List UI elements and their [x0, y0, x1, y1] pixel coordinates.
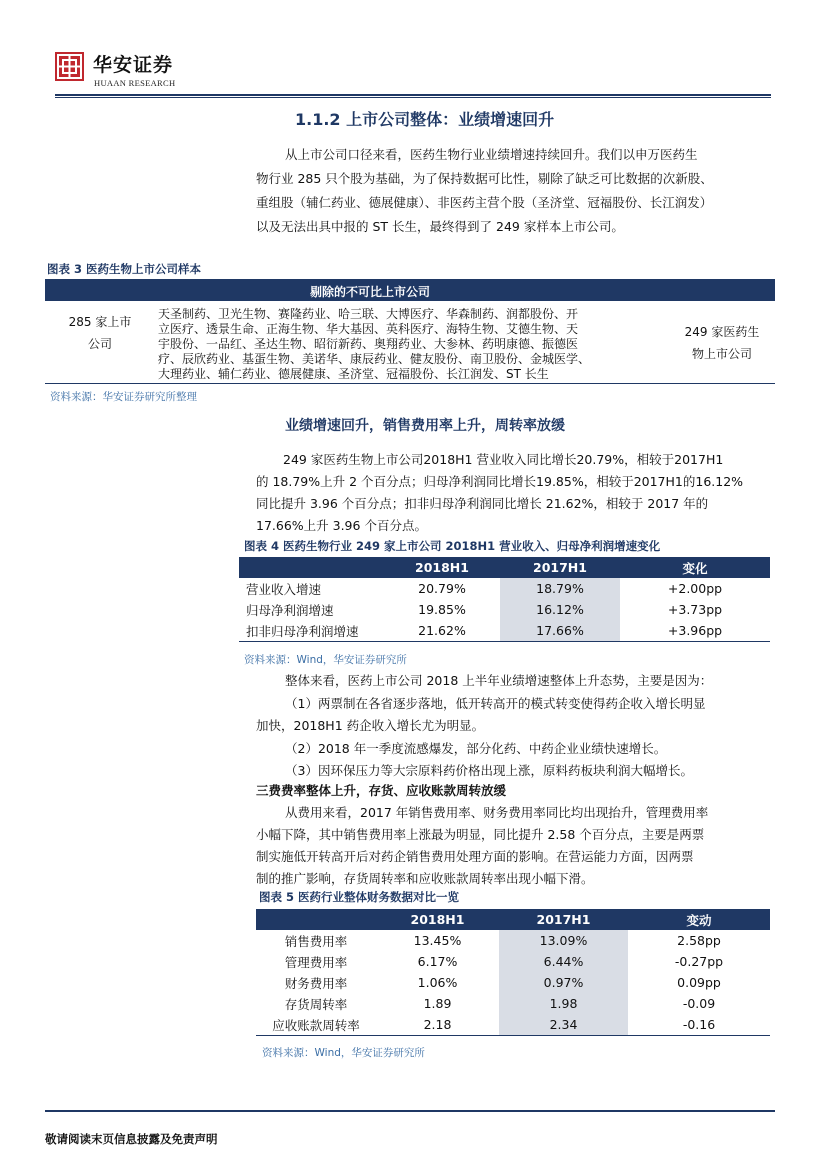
table-3-left-label	[60, 311, 140, 355]
analysis-line: （2）2018 年一季度流感爆发，部分化药、中药企业业绩快速增长。	[285, 741, 667, 756]
footer-divider	[45, 1110, 775, 1112]
cell: 17.66%	[500, 620, 620, 642]
row-label: 扣非归母净利润增速	[239, 620, 384, 642]
table-3-bottom-rule	[45, 383, 775, 384]
cell: +3.73pp	[667, 602, 723, 617]
cell: +3.96pp	[620, 620, 770, 642]
cell: 18.79%	[500, 578, 620, 599]
row-label: 营业收入增速	[246, 581, 322, 597]
subsection-title: 业绩增速回升，销售费用率上升，周转率放缓	[285, 418, 565, 434]
row-label: 存货周转率	[284, 996, 348, 1012]
right-label-line: 249 家医药生	[684, 325, 760, 339]
subsection-line: 的 18.79%上升 2 个百分点；归母净利润同比增长19.85%，相较于2017H1的16.12%	[256, 474, 744, 489]
table-3-body-line: 大理药业、辅仁药业、德展健康、圣济堂、冠福股份、长江润发、ST 长生	[158, 367, 549, 381]
table-row	[256, 930, 770, 951]
analysis-line: 加快，2018H1 药企收入增长尤为明显。	[256, 718, 485, 733]
table-row	[256, 1014, 770, 1036]
table-header-row	[256, 909, 770, 930]
cell: 20.79%	[418, 581, 466, 596]
analysis-line: （1）两票制在各省逐步落地，低开转高开的模式转变使得药企收入增长明显	[285, 696, 706, 711]
cell: -0.27pp	[674, 954, 724, 969]
table-3-body-line: 天圣制药、卫光生物、赛隆药业、哈三联、大博医疗、华森制药、润都股份、开	[158, 307, 579, 321]
column-header	[239, 557, 384, 578]
expense-line: 从费用来看，2017 年销售费用率、财务费用率同比均出现抬升，管理费用率	[285, 805, 709, 820]
subsection-line: 同比提升 3.96 个百分点；扣非归母净利润同比增长 21.62%，相较于 2017 年的	[256, 496, 709, 511]
cell: -0.16	[628, 1014, 770, 1036]
expense-line: 制实施低开转高开后对药企销售费用处理方面的影响。在营运能力方面，因两票	[256, 849, 694, 864]
header-divider-thin	[55, 97, 771, 98]
figure-5-source: 资料来源：Wind，华安证券研究所	[262, 1047, 425, 1059]
cell: 21.62%	[384, 620, 500, 642]
table-row	[239, 620, 770, 642]
table-row	[256, 993, 770, 1014]
cell: 0.09pp	[677, 975, 721, 990]
left-label-line: 公司	[87, 337, 112, 351]
left-label-line: 285 家上市	[68, 315, 132, 329]
brand-name-en: HUAAN RESEARCH	[94, 78, 176, 88]
table-row	[239, 599, 770, 620]
table-row	[256, 972, 770, 993]
subsection-line: 17.66%上升 3.96 个百分点。	[256, 518, 427, 533]
table-3-body-line: 宇股份、一品红、圣达生物、昭衍新药、奥翔药业、大参林、药明康德、振德医	[158, 337, 579, 351]
expense-title: 三费费率整体上升，存货、应收账款周转放缓	[256, 783, 507, 798]
column-header: 2017H1	[500, 557, 620, 578]
column-header	[256, 909, 376, 930]
cell: 0.97%	[499, 972, 628, 993]
logo-icon	[55, 52, 84, 81]
cell: +2.00pp	[667, 581, 723, 596]
cell: 6.44%	[499, 951, 628, 972]
column-header: 2018H1	[384, 557, 500, 578]
cell: 1.89	[423, 996, 452, 1011]
cell: 6.17%	[417, 954, 458, 969]
column-header: 2017H1	[499, 909, 628, 930]
figure-4-caption: 图表 4 医药生物行业 249 家上市公司 2018H1 营业收入、归母净利润增速变化	[244, 539, 661, 553]
analysis-line: （3）因环保压力等大宗原料药价格出现上涨，原料药板块利润大幅增长。	[285, 763, 693, 778]
figure-4-source: 资料来源：Wind，华安证券研究所	[244, 654, 407, 666]
section-title: 1.1.2 上市公司整体：业绩增速回升	[295, 110, 555, 129]
right-label-line: 物上市公司	[691, 347, 752, 361]
expense-line: 小幅下降，其中销售费用率上涨最为明显，同比提升 2.58 个百分点，主要是两票	[256, 827, 705, 842]
expense-line: 制的推广影响，存货周转率和应收账款周转率出现小幅下滑。	[256, 871, 594, 886]
cell: 2.58pp	[677, 933, 721, 948]
intro-line: 从上市公司口径来看，医药生物行业业绩增速持续回升。我们以申万医药生	[285, 147, 698, 162]
table-3-header-label: 剔除的不可比上市公司	[310, 285, 431, 299]
cell: 16.12%	[500, 599, 620, 620]
intro-line: 以及无法出具中报的 ST 长生，最终得到了 249 家样本上市公司。	[256, 219, 624, 234]
cell: 2.18	[376, 1014, 499, 1036]
cell: 2.34	[499, 1014, 628, 1036]
table-3-right-label	[672, 321, 772, 365]
subsection-line: 249 家医药生物上市公司2018H1 营业收入同比增长20.79%，相较于2017H1	[283, 452, 724, 467]
header-divider	[55, 94, 771, 96]
cell: 19.85%	[418, 602, 466, 617]
figure-3-source: 资料来源：华安证券研究所整理	[50, 391, 197, 403]
figure-3-caption: 图表 3 医药生物上市公司样本	[47, 262, 202, 276]
intro-line: 物行业 285 只个股为基础，为了保持数据可比性，剔除了缺乏可比数据的次新股、	[256, 171, 713, 186]
cell: -0.09	[682, 996, 716, 1011]
cell: 13.09%	[499, 930, 628, 951]
row-label: 管理费用率	[284, 954, 348, 970]
table-3-body-line: 立医疗、透景生命、正海生物、华大基因、英科医疗、海特生物、艾德生物、天	[158, 322, 579, 336]
cell: 13.45%	[413, 933, 462, 948]
table-header-row	[239, 557, 770, 578]
column-header: 变化	[620, 557, 770, 578]
row-label: 归母净利润增速	[246, 602, 334, 618]
figure-5-table	[256, 909, 770, 1036]
row-label: 应收账款周转率	[256, 1014, 376, 1036]
row-label: 财务费用率	[284, 975, 348, 991]
intro-line: 重组股（辅仁药业、德展健康）、非医药主营个股（圣济堂、冠福股份、长江润发）	[256, 195, 713, 210]
cell: 1.06%	[417, 975, 458, 990]
row-label: 销售费用率	[284, 933, 348, 949]
figure-5-caption: 图表 5 医药行业整体财务数据对比一览	[259, 890, 460, 904]
table-3-body-line: 疗、辰欣药业、基蛋生物、美诺华、康辰药业、健友股份、南卫股份、金城医学、	[158, 352, 591, 366]
brand-name-cn: 华安证券	[93, 54, 174, 76]
column-header: 2018H1	[376, 909, 499, 930]
analysis-line: 整体来看，医药上市公司 2018 上半年业绩增速整体上升态势，主要是因为：	[285, 673, 713, 688]
cell: 1.98	[499, 993, 628, 1014]
figure-4-table	[239, 557, 770, 642]
column-header: 变动	[628, 909, 770, 930]
footer-disclaimer: 敬请阅读末页信息披露及免责声明	[45, 1132, 218, 1146]
table-row	[256, 951, 770, 972]
table-row	[239, 578, 770, 599]
